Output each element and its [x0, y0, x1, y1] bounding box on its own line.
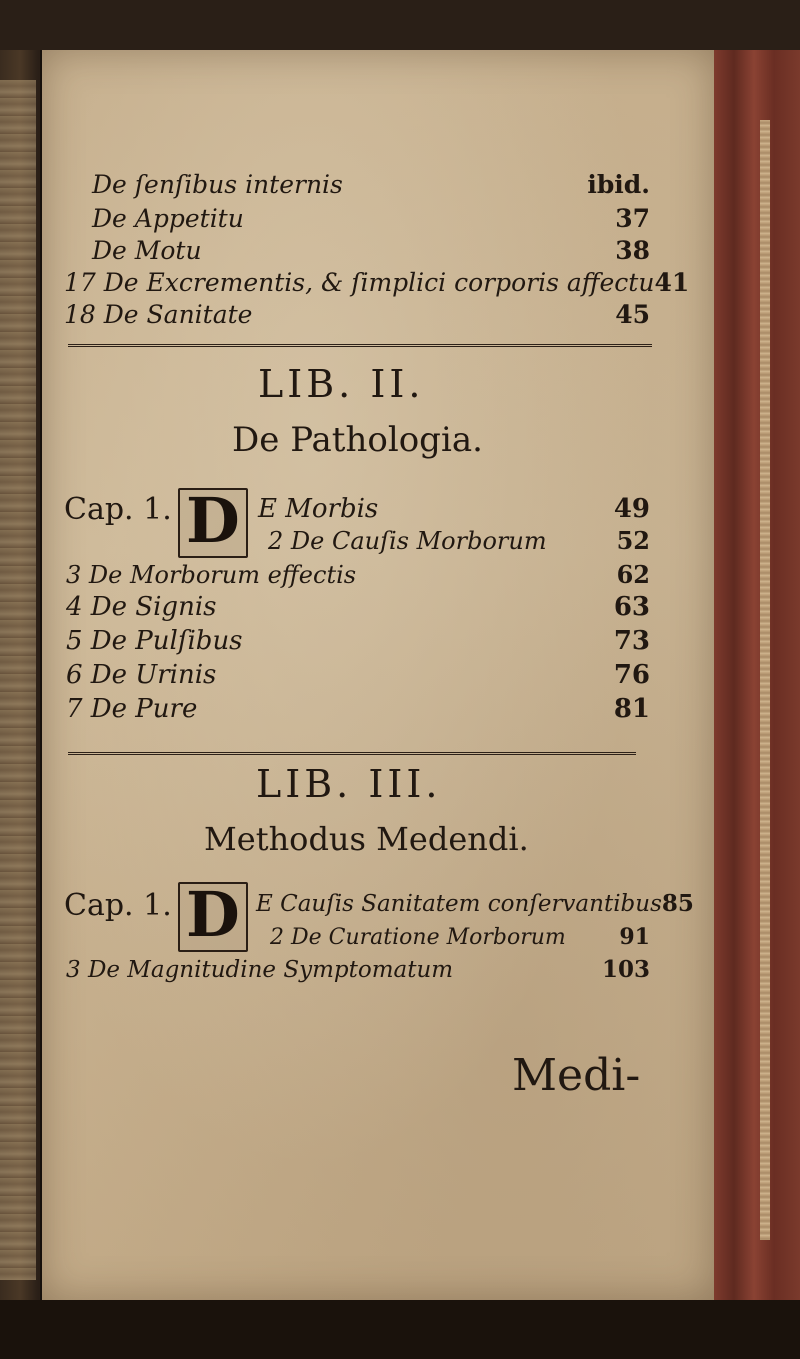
toc-entry-page: 41	[654, 268, 690, 297]
toc-entry	[64, 300, 650, 329]
toc-entry-title: 7 De Pure	[66, 694, 198, 724]
book-spine	[714, 50, 800, 1300]
drop-initial: D	[178, 488, 248, 558]
toc-entry	[268, 526, 650, 555]
toc-entry	[256, 890, 694, 917]
toc-entry-title: De ſenſibus internis	[92, 170, 343, 199]
toc-entry-page: 38	[615, 236, 650, 265]
toc-entry-title: De Appetitu	[92, 204, 244, 233]
toc-entry	[92, 170, 650, 199]
toc-entry-page: ibid.	[587, 170, 650, 199]
toc-entry-title: 4 De Signis	[66, 592, 217, 622]
toc-entry-title: 3 De Magnitudine Symptomatum	[66, 957, 454, 983]
toc-entry-page: 76	[613, 660, 650, 690]
toc-entry-title: 2 De Curatione Morborum	[270, 925, 566, 950]
toc-entry	[66, 694, 650, 724]
previous-page-edge	[0, 80, 36, 1280]
toc-entry-page: 85	[661, 890, 694, 917]
chapter-label: Cap. 1.	[64, 888, 172, 923]
toc-entry	[66, 592, 650, 622]
toc-entry-title: 5 De Pulſibus	[66, 626, 243, 656]
scan-background-top	[0, 0, 800, 50]
drop-initial: D	[178, 882, 248, 952]
toc-entry-title: E Cauſis Sanitatem conſervantibus	[256, 891, 662, 917]
chapter-label: Cap. 1.	[64, 492, 172, 527]
section-divider	[68, 344, 652, 347]
toc-entry	[66, 560, 650, 589]
toc-entry-title: 2 De Cauſis Morborum	[268, 527, 547, 555]
toc-entry-page: 73	[613, 626, 650, 656]
toc-entry	[66, 660, 650, 690]
toc-entry	[64, 268, 690, 297]
toc-entry-title: De Motu	[92, 236, 202, 265]
toc-entry	[92, 204, 650, 233]
book-heading: LIB. II.	[258, 362, 425, 406]
toc-entry-page: 37	[615, 204, 650, 233]
book-subheading: De Pathologia.	[232, 420, 483, 460]
scan-background-bottom	[0, 1300, 800, 1359]
toc-entry-page: 62	[616, 560, 650, 589]
toc-entry	[92, 236, 650, 265]
toc-entry-page: 63	[613, 592, 650, 622]
toc-entry	[66, 956, 650, 983]
page-edges	[760, 120, 770, 1240]
toc-entry-title: 18 De Sanitate	[64, 300, 253, 329]
book-heading: LIB. III.	[256, 762, 442, 806]
toc-entry-page: 103	[601, 956, 650, 983]
toc-entry-page: 45	[615, 300, 650, 329]
catchword: Medi-	[512, 1050, 641, 1101]
toc-entry	[270, 924, 650, 950]
toc-entry-title: 17 De Excrementis, & ſimplici corporis affectu	[64, 268, 655, 297]
toc-entry-title: 6 De Urinis	[66, 660, 217, 690]
toc-entry-page: 49	[613, 494, 650, 524]
toc-entry-title: E Morbis	[258, 494, 379, 524]
book-subheading: Methodus Medendi.	[204, 820, 529, 858]
toc-entry-page: 81	[613, 694, 650, 724]
toc-entry-page: 91	[619, 924, 650, 950]
toc-entry-title: 3 De Morborum effectis	[66, 561, 357, 589]
section-divider	[68, 752, 636, 755]
toc-entry-page: 52	[616, 526, 650, 555]
toc-entry	[258, 494, 650, 524]
toc-entry	[66, 626, 650, 656]
